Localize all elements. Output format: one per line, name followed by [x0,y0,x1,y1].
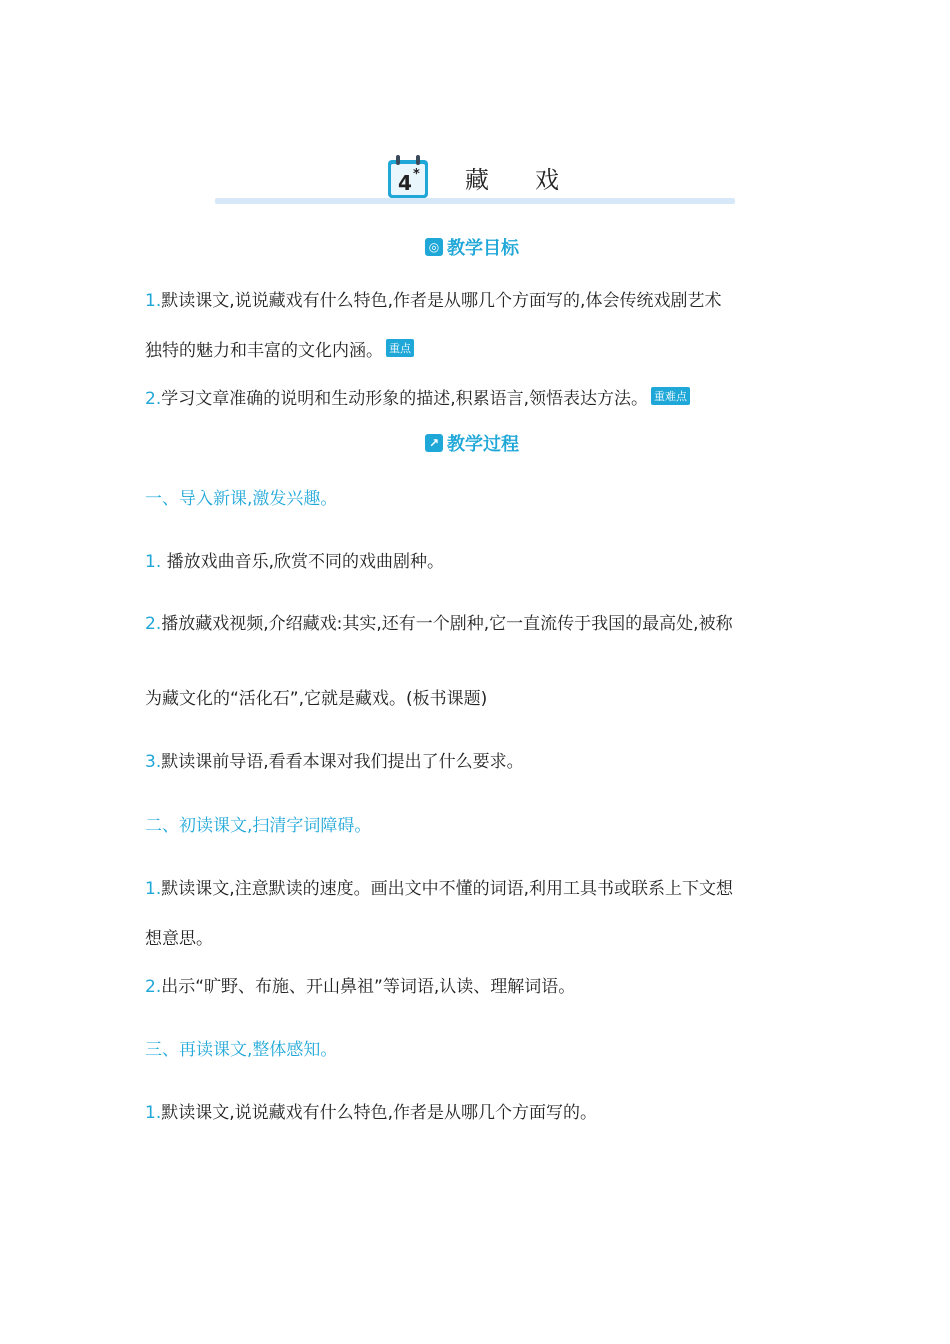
step-1-item-3: 3.默读课前导语,看看本课对我们提出了什么要求。 [145,752,524,772]
step-2-title: 二、初读课文,扫清字词障碍。 [145,816,372,836]
process-heading: ↗ 教学过程 [425,430,519,456]
lesson-star: * [413,167,420,182]
step-2-item-1: 1.默读课文,注意默读的速度。画出文中不懂的词语,利用工具书或联系上下文想 [145,879,734,899]
step-3-title: 三、再读课文,整体感知。 [145,1040,338,1060]
lesson-number: 4 [398,171,412,195]
step-1-item-2: 2.播放藏戏视频,介绍藏戏:其实,还有一个剧种,它一直流传于我国的最高处,被称 [145,614,733,634]
target-icon: ◎ [425,238,443,256]
difficulty-tag: 重难点 [651,387,690,405]
step-3-item-1: 1.默读课文,说说藏戏有什么特色,作者是从哪几个方面写的。 [145,1103,598,1123]
calendar-icon [385,154,431,200]
step-1-item-2-cont: 为藏文化的“活化石”,它就是藏戏。(板书课题) [145,689,488,709]
title-underline [215,198,735,204]
step-2-item-2: 2.出示“旷野、布施、开山鼻祖”等词语,认读、理解词语。 [145,977,576,997]
lesson-title: 藏戏 [465,166,605,194]
step-2-item-1-cont: 想意思。 [145,929,213,949]
objective-1-line-1: 1.默读课文,说说藏戏有什么特色,作者是从哪几个方面写的,体会传统戏剧艺术 [145,291,722,311]
focus-tag: 重点 [386,339,414,357]
step-1-title: 一、导入新课,激发兴趣。 [145,489,338,509]
objective-2: 2.学习文章准确的说明和生动形象的描述,积累语言,领悟表达方法。 重难点 [145,384,690,409]
step-1-item-1: 1. 播放戏曲音乐,欣赏不同的戏曲剧种。 [145,552,445,572]
process-icon: ↗ [425,434,443,452]
objectives-heading: ◎ 教学目标 [425,234,519,260]
objective-1-line-2: 独特的魅力和丰富的文化内涵。 重点 [145,336,414,361]
